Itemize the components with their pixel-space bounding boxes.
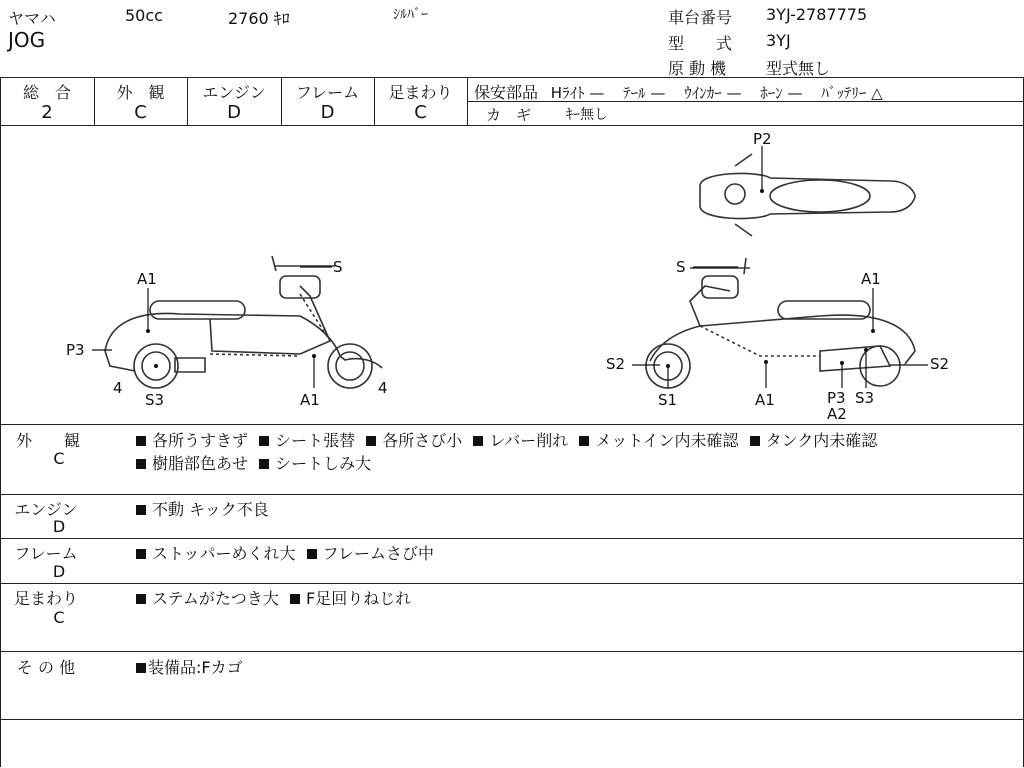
- divider: [0, 494, 1024, 495]
- safety-winker: ｳｲﾝｶｰ —: [684, 84, 742, 102]
- divider: [0, 424, 1024, 425]
- frame-number-value: 3YJ-2787775: [766, 5, 868, 24]
- displacement: 50cc: [125, 6, 163, 25]
- list-item: フレームさび中: [322, 544, 434, 563]
- safety-horn: ﾎｰﾝ —: [760, 84, 803, 102]
- key-value: ｷｰ無し: [566, 107, 608, 123]
- label-p3: P3: [66, 341, 85, 359]
- grade-exterior-value: C: [134, 102, 147, 123]
- grade-engine-value: D: [227, 102, 241, 123]
- section-other-line1: [136, 655, 249, 678]
- scooter-top-view-icon: [700, 154, 915, 236]
- label-4: 4: [113, 379, 123, 397]
- list-item: メットイン内未確認: [595, 431, 739, 450]
- divider: [0, 538, 1024, 539]
- engine-model-label: 原 動 機: [668, 59, 727, 78]
- list-item: シートしみ大: [275, 454, 372, 473]
- label-a1: A1: [300, 391, 320, 409]
- grade-frame-value: D: [320, 102, 335, 123]
- section-other-title: そ の 他: [16, 658, 76, 677]
- label-s: S: [676, 258, 686, 276]
- list-item: 装備品:Fカゴ: [148, 658, 243, 677]
- divider: [0, 719, 1024, 720]
- label-s: S: [333, 258, 343, 276]
- model-name: JOG: [8, 28, 46, 52]
- section-engine-title: エンジン: [14, 500, 78, 519]
- list-item: タンク内未確認: [765, 431, 878, 450]
- safety-parts-title: 保安部品: [474, 83, 539, 102]
- label-a1: A1: [137, 270, 157, 288]
- key-label: カ ギ: [486, 106, 532, 124]
- label-s3: S3: [145, 391, 165, 409]
- grade-overall-value: 2: [41, 102, 53, 123]
- divider: [0, 651, 1024, 652]
- label-a2: A2: [827, 405, 847, 423]
- label-s1: S1: [658, 391, 678, 409]
- label-s2: S2: [606, 355, 626, 373]
- list-item: ステムがたつき大: [152, 589, 279, 608]
- list-item: 各所うすきず: [152, 431, 249, 450]
- label-p3: P3: [827, 389, 846, 407]
- section-exterior-title: 外 観: [15, 431, 80, 450]
- label-a1: A1: [755, 391, 775, 409]
- grade-engine-label: エンジン: [202, 83, 266, 102]
- section-frame-line1: [136, 541, 440, 564]
- section-frame-grade: D: [52, 562, 66, 581]
- grade-exterior-label: 外 観: [116, 83, 165, 102]
- maker-name: ヤマハ: [8, 9, 56, 28]
- list-item: F足回りねじれ: [305, 589, 412, 608]
- safety-headlight: Hﾗｲﾄ —: [550, 84, 605, 102]
- label-s2: S2: [930, 355, 950, 373]
- divider: [0, 77, 1024, 78]
- list-item: 各所さび小: [382, 431, 463, 450]
- list-item: 不動 キック不良: [152, 500, 269, 519]
- section-exterior-line1: [136, 428, 883, 451]
- section-engine-grade: D: [52, 517, 66, 536]
- engine-model-value: 型式無し: [766, 59, 831, 78]
- label-a1: A1: [861, 270, 881, 288]
- section-suspension-line1: [136, 586, 417, 609]
- label-4: 4: [378, 379, 388, 397]
- label-p2: P2: [753, 130, 772, 148]
- section-exterior-line2: [136, 451, 377, 474]
- section-suspension-title: 足まわり: [13, 589, 78, 608]
- list-item: ストッパーめくれ大: [152, 544, 296, 563]
- section-suspension-grade: C: [53, 608, 65, 627]
- mileage: 2760 ｷﾛ: [228, 9, 290, 28]
- type-value: 3YJ: [766, 31, 791, 50]
- damage-diagram: [0, 126, 1024, 424]
- safety-tail: ﾃｰﾙ —: [623, 84, 666, 102]
- section-exterior-grade: C: [53, 449, 65, 468]
- section-frame-title: フレーム: [14, 544, 78, 563]
- grade-overall-label: 総 合: [22, 83, 71, 102]
- divider: [0, 583, 1024, 584]
- color: ｼﾙﾊﾞｰ: [393, 7, 428, 23]
- list-item: レバー削れ: [489, 431, 569, 450]
- grade-frame-label: フレーム: [295, 83, 360, 102]
- list-item: 樹脂部色あせ: [152, 454, 249, 473]
- type-label: 型 式: [668, 34, 733, 53]
- section-engine-line1: [136, 497, 275, 520]
- label-s3: S3: [855, 389, 875, 407]
- frame-number-label: 車台番号: [668, 8, 733, 27]
- safety-parts: [474, 80, 897, 103]
- grade-suspension-label: 足まわり: [388, 83, 453, 102]
- list-item: シート張替: [275, 431, 356, 450]
- safety-battery: ﾊﾞｯﾃﾘｰ △: [821, 84, 883, 102]
- grade-suspension-value: C: [414, 102, 427, 123]
